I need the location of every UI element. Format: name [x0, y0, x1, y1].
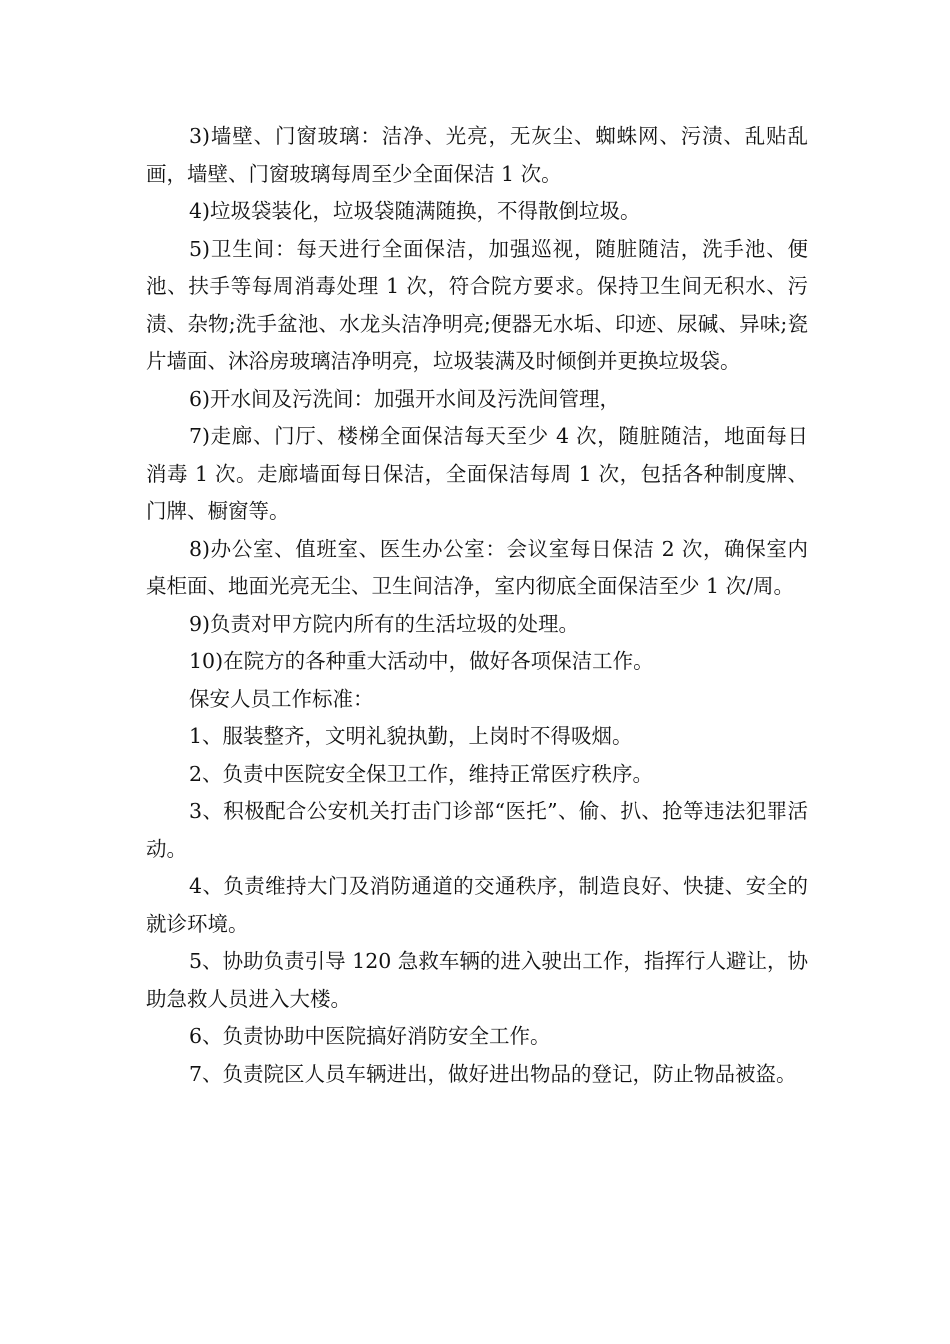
paragraph-security-2: 2、负责中医院安全保卫工作，维持正常医疗秩序。: [189, 761, 654, 786]
paragraph-waste-handling: 9)负责对甲方院内所有的生活垃圾的处理。: [189, 611, 580, 636]
section-heading-security-standards: 保安人员工作标准：: [189, 686, 374, 711]
paragraph-major-events: 10)在院方的各种重大活动中，做好各项保洁工作。: [189, 649, 654, 673]
paragraph-security-7: 7、负责院区人员车辆进出，做好进出物品的登记，防止物品被盗。: [189, 1061, 797, 1086]
paragraph-security-4: 4、负责维持大门及消防通道的交通秩序，制造良好、快捷、安全的就诊环境。: [146, 874, 808, 936]
paragraph-corridor-cleaning: 7)走廊、门厅、楼梯全面保洁每天至少 4 次，随脏随洁，地面每日消毒 1 次。走廊墙面每日保洁，全面保洁每周 1 次，包括各种制度牌、门牌、橱窗等。: [146, 424, 808, 523]
paragraph-security-3: 3、积极配合公安机关打击门诊部“医托”、偷、扒、抢等违法犯罪活动。: [146, 799, 808, 861]
paragraph-security-6: 6、负责协助中医院搞好消防安全工作。: [189, 1024, 551, 1048]
paragraph-security-1: 1、服装整齐，文明礼貌执勤，上岗时不得吸烟。: [189, 724, 633, 748]
paragraph-garbage-bags: 4)垃圾袋装化，垃圾袋随满随换，不得散倒垃圾。: [189, 199, 641, 223]
paragraph-wall-window-cleaning: 3)墙壁、门窗玻璃：洁净、光亮，无灰尘、蜘蛛网、污渍、乱贴乱画，墙壁、门窗玻璃每周至少全面保洁 1 次。: [146, 124, 808, 186]
paragraph-office-cleaning: 8)办公室、值班室、医生办公室：会议室每日保洁 2 次，确保室内桌柜面、地面光亮无尘、卫生间洁净，室内彻底全面保洁至少 1 次/周。: [146, 536, 808, 598]
paragraph-water-room: 6)开水间及污洗间：加强开水间及污洗间管理，: [189, 386, 621, 411]
document-body: [146, 118, 808, 1093]
paragraph-restroom-cleaning: 5)卫生间：每天进行全面保洁，加强巡视，随脏随洁，洗手池、便池、扶手等每周消毒处理 1 次，符合院方要求。保持卫生间无积水、污渍、杂物;洗手盆池、水龙头洁净明亮;便器无水垢、印迹、尿碱、异味;瓷片墙面、沐浴房玻璃洁净明亮，垃圾装满及时倾倒并更换垃圾袋。: [146, 236, 808, 373]
paragraph-security-5: 5、协助负责引导 120 急救车辆的进入驶出工作，指挥行人避让，协助急救人员进入大楼。: [146, 949, 808, 1011]
